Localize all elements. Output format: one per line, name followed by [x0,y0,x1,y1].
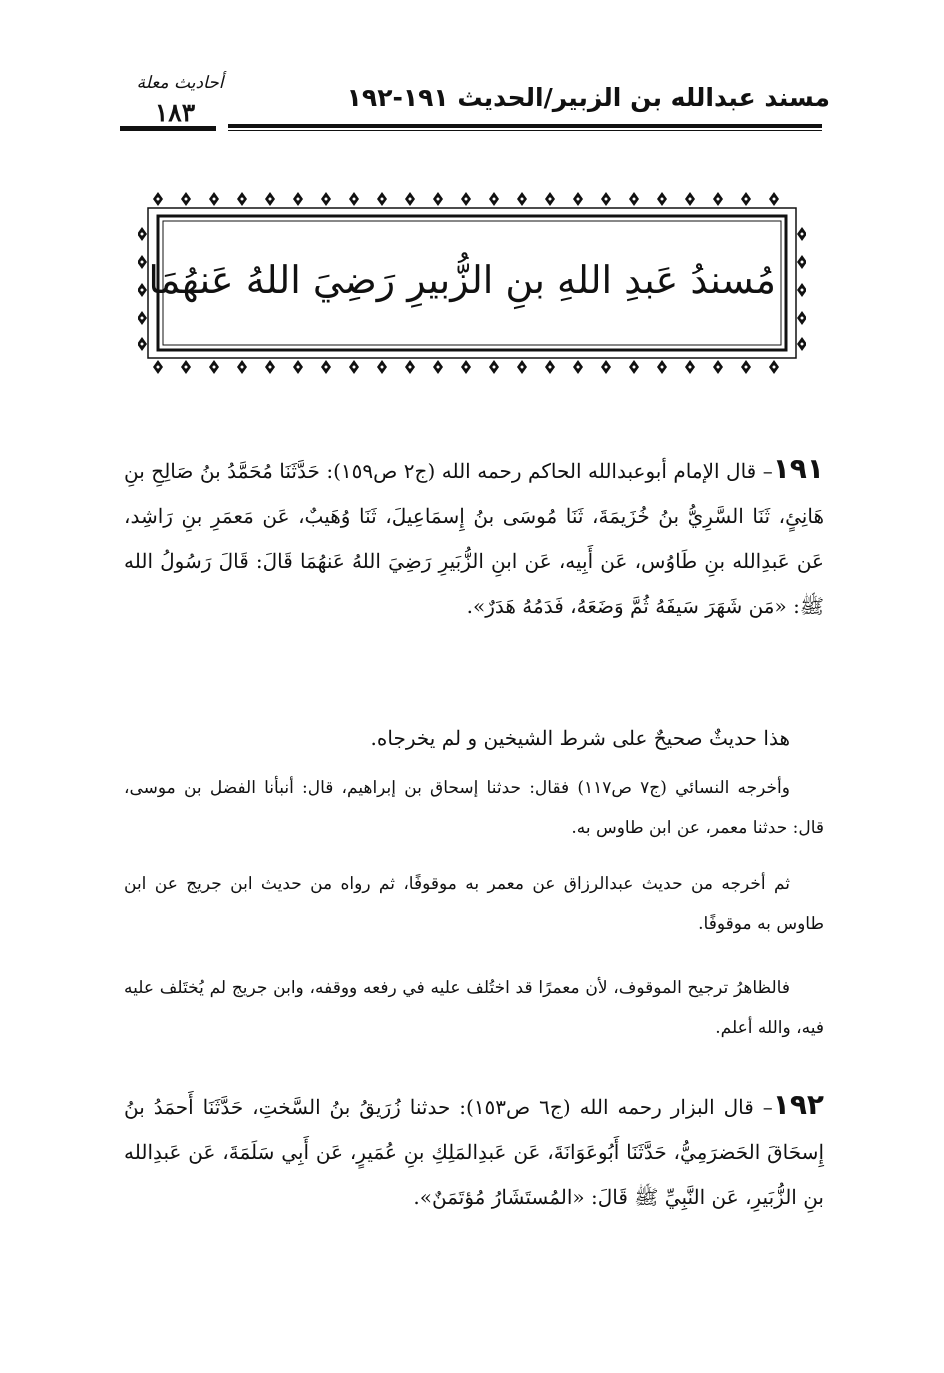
hadith-191-paragraph [124,446,824,629]
hadith-192-number: ١٩٢ [772,1088,825,1121]
hadith-191-text: – قال الإمام أبوعبدالله الحاكم رحمه الله (ج٢ ص١٥٩): حَدَّثَنَا مُحَمَّدُ بنُ صَالِحِ بنِ هَانِئٍ، ثَنَا السَّرِيُّ بنُ خُزَيمَةَ، ثَنَا مُوسَى بنُ إِسمَاعِيلَ، ثَنَا وُهَيبٌ، عَن مَعمَرِ بنِ رَاشِد، عَن عَبدِالله بنِ طَاوُس، عَن أَبِيه، عَن ابنِ الزُّبَيرِ رَضِيَ اللهُ عَنهُمَا قَالَ: قَالَ رَسُولُ الله ﷺ: «مَن شَهَرَ سَيفَهُ ثُمَّ وَضَعَهُ، فَدَمُهُ هَدَرٌ». [124,459,824,618]
running-title: مسند عبدالله بن الزبير/الحديث ١٩١-١٩٢ [346,83,830,112]
hadith-191-number: ١٩١ [772,452,824,485]
header-rule-thin [228,130,822,131]
header-rule [228,124,822,128]
ornamental-title-frame [138,190,806,376]
hadith-191-note-2: ثم أخرجه من حديث عبدالرزاق عن معمر به موقوفًا، ثم رواه من حديث ابن جريج عن ابن طاوس به موقوفًا. [124,874,824,934]
hadith-191-note-1: وأخرجه النسائي (ج٧ ص١١٧) فقال: حدثنا إسحاق بن إبراهيم، قال: أنبأنا الفضل بن موسى، قال: حدثنا معمر، عن ابن طاوس به. [124,778,824,838]
hadith-192-text: – قال البزار رحمه الله (ج٦ ص١٥٣): حدثنا زُرَيقُ بنُ السَّختِ، حَدَّثَنَا أَحمَدُ بنُ إِسحَاقَ الحَضرَمِيُّ، حَدَّثَنَا أَبُوعَوَانَةَ، عَن عَبدِالمَلِكِ بنِ عُمَيرٍ، عَن أَبِي سَلَمَةَ، عَن عَبدِالله بنِ الزُّبَيرِ، عَن النَّبِيِّ ﷺ قَالَ: «المُستَشَارُ مُؤتَمَنٌ». [124,1095,824,1209]
section-title: مُسندُ عَبدِ اللهِ بنِ الزُّبيرِ رَضِيَ اللهُ عَنهُمَا [148,258,776,302]
hadith-191-note-3: فالظاهرُ ترجيح الموقوف، لأن معمرًا قد اختُلف عليه في رفعه ووقفه، وابن جريج لم يُختَلف عليه فيه، والله أعلم. [124,978,824,1038]
page-number: ١٨٣ [154,98,196,127]
handwritten-note: أحاديث معلة [136,73,224,93]
page-number-rule [120,126,216,131]
hadith-191-grading: هذا حديثٌ صحيحٌ على شرط الشيخين و لم يخرجاه. [370,726,790,750]
hadith-192-paragraph [124,1082,824,1220]
